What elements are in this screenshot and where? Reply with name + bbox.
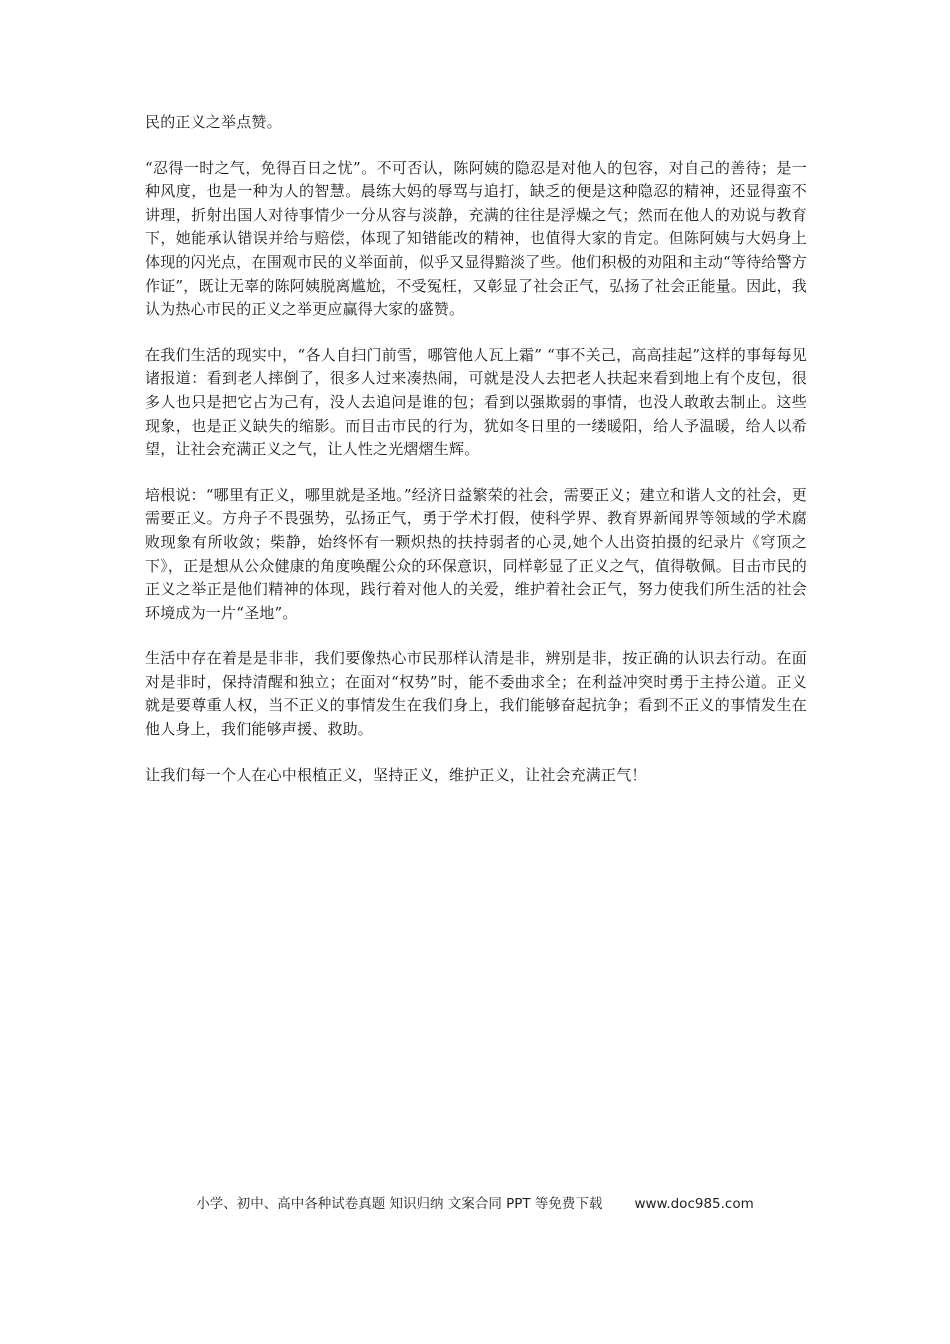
paragraph-2: “忍得一时之气，免得百日之忧”。不可否认，陈阿姨的隐忍是对他人的包容，对自己的善待；是一种风度，也是一种为人的智慧。晨练大妈的辱骂与追打，缺乏的便是这种隐忍的精神，还显得蛮不讲理，折射出国人对待事情少一分从容与淡静，充满的往往是浮燥之气；然而在他人的劝说与教育下，她能承认错误并给与赔偿，体现了知错能改的精神，也值得大家的肯定。但陈阿姨与大妈身上体现的闪光点，在围观市民的义举面前，似乎又显得黯淡了些。他们积极的劝阻和主动“等待给警方作证”，既让无辜的陈阿姨脱离尴尬，不受冤枉，又彰显了社会正气，弘扬了社会正能量。因此，我认为热心市民的正义之举更应赢得大家的盛赞。 bbox=[145, 158, 807, 319]
paragraph-5: 生活中存在着是是非非，我们要像热心市民那样认清是非，辨别是非，按正确的认识去行动。在面对是非时，保持清醒和独立；在面对“权势”时，能不委曲求全；在利益冲突时勇于主持公道。正义就是要尊重人权，当不正义的事情发生在我们身上，我们能够奋起抗争；看到不正义的事情发生在他人身上，我们能够声援、救助。 bbox=[145, 649, 807, 739]
paragraph-3: 在我们生活的现实中，“各人自扫门前雪，哪管他人瓦上霜” “事不关己，高高挂起”这样的事每每见诸报道：看到老人摔倒了，很多人过来凑热闹，可就是没人去把老人扶起来看到地上有个皮包，很多人也只是把它占为己有，没人去追问是谁的包；看到以强欺弱的事情，也没人敢敢去制止。这些现象，也是正义缺失的缩影。而目击市民的行为，犹如冬日里的一缕暖阳，给人予温暖，给人以希望，让社会充满正义之气，让人性之光熠熠生辉。 bbox=[145, 345, 807, 459]
paragraph-6: 让我们每一个人在心中根植正义，坚持正义，维护正义，让社会充满正气！ bbox=[145, 765, 647, 784]
paragraph-4: 培根说：“哪里有正义，哪里就是圣地。”经济日益繁荣的社会，需要正义；建立和谐人文的社会，更需要正义。方舟子不畏强势，弘扬正气，勇于学术打假，使科学界、教育界新闻界等领域的学术腐败现象有所收敛；柴静，始终怀有一颗炽热的扶持弱者的心灵,她个人出资拍摄的纪录片《穹顶之下》，正是想从公众健康的角度唤醒公众的环保意识，同样彰显了正义之气，值得敬佩。目击市民的正义之举正是他们精神的体现，践行着对他人的关爱，维护着社会正气，努力使我们所生活的社会环境成为一片“圣地”。 bbox=[145, 485, 807, 622]
page-footer bbox=[0, 1192, 950, 1212]
paragraph-1: 民的正义之举点赞。 bbox=[145, 113, 282, 131]
footer-site-link[interactable]: www.doc985.com bbox=[634, 1196, 754, 1212]
footer-text: 小学、初中、高中各种试卷真题 知识归纳 文案合同 PPT 等免费下载 bbox=[196, 1196, 603, 1212]
document-body bbox=[145, 111, 807, 809]
